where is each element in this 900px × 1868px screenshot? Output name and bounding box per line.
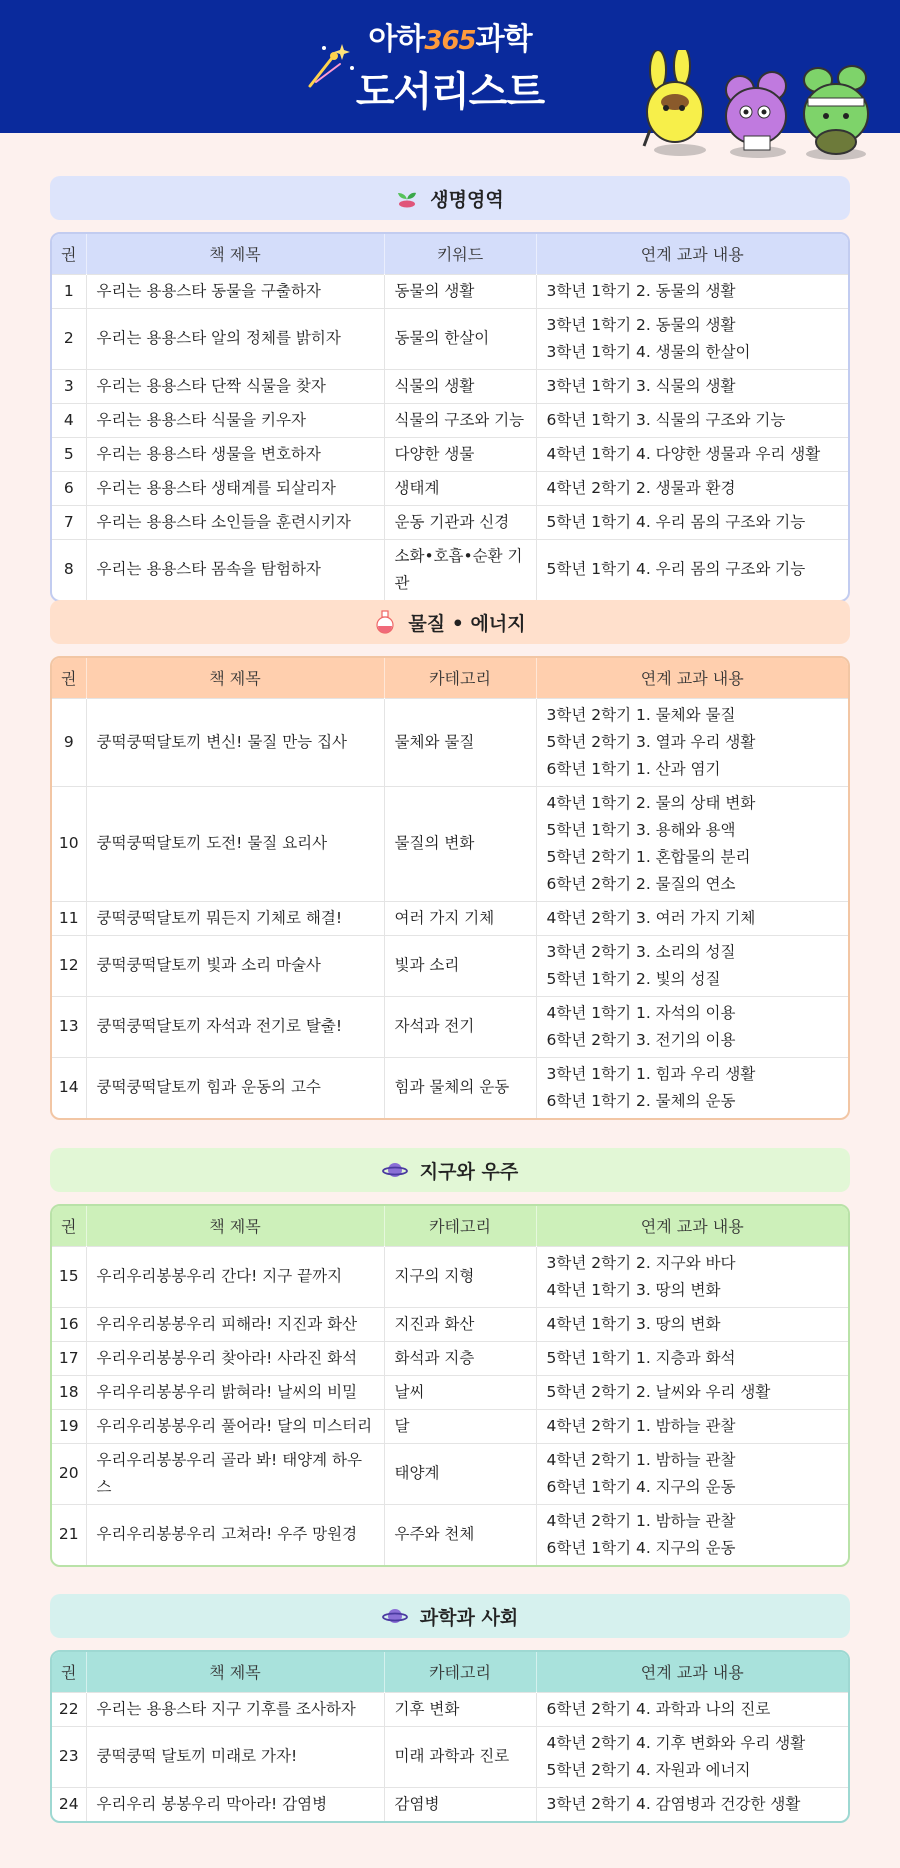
curriculum-line: 6학년 2학기 3. 전기의 이용 — [546, 1030, 736, 1049]
column-header-category: 카테고리 — [384, 658, 536, 698]
book-title: 우리우리봉봉우리 고쳐라! 우주 망원경 — [86, 1504, 384, 1565]
curriculum-line: 3학년 1학기 2. 동물의 생활 — [546, 315, 736, 334]
curriculum-cell — [536, 786, 848, 901]
curriculum-cell — [536, 505, 848, 539]
curriculum-line: 5학년 1학기 1. 지층과 화석 — [546, 1348, 736, 1367]
curriculum-cell — [536, 901, 848, 935]
column-header-volume: 권 — [52, 1652, 86, 1692]
volume-number: 12 — [52, 935, 86, 996]
curriculum-cell — [536, 1726, 848, 1787]
book-title: 우리는 용용스타 식물을 키우자 — [86, 403, 384, 437]
table-row — [52, 471, 848, 505]
curriculum-line: 4학년 2학기 1. 밤하늘 관찰 — [546, 1416, 736, 1435]
book-keyword: 빛과 소리 — [384, 935, 536, 996]
curriculum-line: 3학년 1학기 1. 힘과 우리 생활 — [546, 1064, 756, 1083]
table-row — [52, 505, 848, 539]
column-header-category: 카테고리 — [384, 1652, 536, 1692]
curriculum-line: 5학년 2학기 1. 혼합물의 분리 — [546, 847, 751, 866]
volume-number: 23 — [52, 1726, 86, 1787]
curriculum-line: 3학년 2학기 2. 지구와 바다 — [546, 1253, 736, 1272]
curriculum-line: 6학년 1학기 2. 물체의 운동 — [546, 1091, 736, 1110]
volume-number: 2 — [52, 308, 86, 369]
book-title: 쿵떡쿵떡달토끼 자석과 전기로 탈출! — [86, 996, 384, 1057]
curriculum-line: 5학년 2학기 3. 열과 우리 생활 — [546, 732, 756, 751]
curriculum-cell — [536, 1307, 848, 1341]
book-title: 우리우리봉봉우리 풀어라! 달의 미스터리 — [86, 1409, 384, 1443]
book-keyword: 생태계 — [384, 471, 536, 505]
curriculum-cell — [536, 1443, 848, 1504]
curriculum-cell — [536, 403, 848, 437]
curriculum-line: 4학년 2학기 1. 밤하늘 관찰 — [546, 1450, 736, 1469]
curriculum-line: 5학년 2학기 4. 자원과 에너지 — [546, 1760, 751, 1779]
book-title: 우리우리봉봉우리 골라 봐! 태양계 하우스 — [86, 1443, 384, 1504]
table-row — [52, 539, 848, 600]
curriculum-line: 3학년 1학기 4. 생물의 한살이 — [546, 342, 751, 361]
book-title: 우리는 용용스타 소인들을 훈련시키자 — [86, 505, 384, 539]
curriculum-line: 4학년 1학기 3. 땅의 변화 — [546, 1280, 721, 1299]
book-keyword: 날씨 — [384, 1375, 536, 1409]
table-row — [52, 1341, 848, 1375]
column-header-curriculum: 연계 교과 내용 — [536, 658, 848, 698]
curriculum-line: 4학년 2학기 3. 여러 가지 기체 — [546, 908, 756, 927]
book-keyword: 동물의 생활 — [384, 274, 536, 308]
curriculum-line: 4학년 2학기 1. 밤하늘 관찰 — [546, 1511, 736, 1530]
book-keyword: 자석과 전기 — [384, 996, 536, 1057]
section-title-bar — [50, 1148, 850, 1192]
column-header-title: 책 제목 — [86, 658, 384, 698]
curriculum-cell — [536, 437, 848, 471]
table-row — [52, 1375, 848, 1409]
curriculum-cell — [536, 1057, 848, 1118]
book-keyword: 기후 변화 — [384, 1692, 536, 1726]
column-header-title: 책 제목 — [86, 234, 384, 274]
planet-icon — [382, 1159, 408, 1181]
book-keyword: 화석과 지층 — [384, 1341, 536, 1375]
curriculum-line: 3학년 1학기 3. 식물의 생활 — [546, 376, 736, 395]
book-title: 쿵떡쿵떡달토끼 힘과 운동의 고수 — [86, 1057, 384, 1118]
column-header-volume: 권 — [52, 658, 86, 698]
curriculum-cell — [536, 1409, 848, 1443]
curriculum-cell — [536, 1375, 848, 1409]
volume-number: 4 — [52, 403, 86, 437]
column-header-curriculum: 연계 교과 내용 — [536, 1652, 848, 1692]
table-row — [52, 1057, 848, 1118]
volume-number: 18 — [52, 1375, 86, 1409]
mascot-characters-illustration — [640, 50, 880, 160]
book-title: 우리는 용용스타 생태계를 되살리자 — [86, 471, 384, 505]
curriculum-line: 4학년 1학기 3. 땅의 변화 — [546, 1314, 721, 1333]
curriculum-line: 5학년 1학기 2. 빛의 성질 — [546, 969, 721, 988]
table-row — [52, 698, 848, 786]
table-row — [52, 403, 848, 437]
curriculum-line: 3학년 1학기 2. 동물의 생활 — [546, 281, 736, 300]
curriculum-cell — [536, 1246, 848, 1307]
volume-number: 20 — [52, 1443, 86, 1504]
curriculum-line: 5학년 2학기 2. 날씨와 우리 생활 — [546, 1382, 771, 1401]
curriculum-line: 4학년 2학기 2. 생물과 환경 — [546, 478, 736, 497]
curriculum-cell — [536, 471, 848, 505]
curriculum-line: 5학년 1학기 4. 우리 몸의 구조와 기능 — [546, 512, 806, 531]
table-row — [52, 1787, 848, 1821]
curriculum-cell — [536, 274, 848, 308]
brand-number: 365 — [424, 26, 476, 56]
book-title: 우리는 용용스타 생물을 변호하자 — [86, 437, 384, 471]
book-title: 우리우리 봉봉우리 막아라! 감염병 — [86, 1787, 384, 1821]
flask-icon — [374, 610, 396, 634]
book-keyword: 동물의 한살이 — [384, 308, 536, 369]
volume-number: 14 — [52, 1057, 86, 1118]
section-title-bar — [50, 176, 850, 220]
curriculum-cell — [536, 1504, 848, 1565]
curriculum-line: 4학년 1학기 1. 자석의 이용 — [546, 1003, 736, 1022]
table-row — [52, 308, 848, 369]
book-title: 쿵떡쿵떡달토끼 도전! 물질 요리사 — [86, 786, 384, 901]
curriculum-cell — [536, 369, 848, 403]
volume-number: 21 — [52, 1504, 86, 1565]
table-row — [52, 369, 848, 403]
table-row — [52, 996, 848, 1057]
volume-number: 1 — [52, 274, 86, 308]
header-banner — [0, 0, 900, 133]
book-keyword: 소화•호흡•순환 기관 — [384, 539, 536, 600]
book-keyword: 힘과 물체의 운동 — [384, 1057, 536, 1118]
sprout-icon — [396, 187, 418, 209]
page-title: 도서리스트 — [355, 69, 545, 115]
column-header-title: 책 제목 — [86, 1652, 384, 1692]
table-row — [52, 437, 848, 471]
book-keyword: 여러 가지 기체 — [384, 901, 536, 935]
table-row — [52, 1246, 848, 1307]
curriculum-line: 5학년 1학기 3. 용해와 용액 — [546, 820, 736, 839]
column-header-volume: 권 — [52, 234, 86, 274]
curriculum-cell — [536, 1341, 848, 1375]
table-row — [52, 935, 848, 996]
volume-number: 16 — [52, 1307, 86, 1341]
book-title: 우리우리봉봉우리 밝혀라! 날씨의 비밀 — [86, 1375, 384, 1409]
curriculum-cell — [536, 308, 848, 369]
section-title: 생명영역 — [430, 188, 504, 211]
volume-number: 8 — [52, 539, 86, 600]
book-keyword: 미래 과학과 진로 — [384, 1726, 536, 1787]
book-title: 우리우리봉봉우리 간다! 지구 끝까지 — [86, 1246, 384, 1307]
book-keyword: 물질의 변화 — [384, 786, 536, 901]
book-title: 쿵떡쿵떡달토끼 변신! 물질 만능 집사 — [86, 698, 384, 786]
volume-number: 15 — [52, 1246, 86, 1307]
curriculum-line: 6학년 2학기 2. 물질의 연소 — [546, 874, 736, 893]
curriculum-line: 6학년 2학기 4. 과학과 나의 진로 — [546, 1699, 771, 1718]
book-title: 쿵떡쿵떡 달토끼 미래로 가자! — [86, 1726, 384, 1787]
table-row — [52, 1726, 848, 1787]
curriculum-line: 4학년 2학기 4. 기후 변화와 우리 생활 — [546, 1733, 806, 1752]
curriculum-line: 6학년 1학기 4. 지구의 운동 — [546, 1538, 736, 1557]
curriculum-cell — [536, 996, 848, 1057]
brand-suffix: 과학 — [475, 22, 532, 57]
section-title: 과학과 사회 — [419, 1606, 519, 1629]
book-title: 쿵떡쿵떡달토끼 뭐든지 기체로 해결! — [86, 901, 384, 935]
column-header-keyword: 키워드 — [384, 234, 536, 274]
volume-number: 3 — [52, 369, 86, 403]
curriculum-cell — [536, 539, 848, 600]
book-title: 우리는 용용스타 단짝 식물을 찾자 — [86, 369, 384, 403]
book-title: 우리우리봉봉우리 찾아라! 사라진 화석 — [86, 1341, 384, 1375]
column-header-title: 책 제목 — [86, 1206, 384, 1246]
book-keyword: 태양계 — [384, 1443, 536, 1504]
table-row — [52, 274, 848, 308]
book-keyword: 감염병 — [384, 1787, 536, 1821]
book-table — [50, 1204, 850, 1567]
column-header-volume: 권 — [52, 1206, 86, 1246]
curriculum-line: 5학년 1학기 4. 우리 몸의 구조와 기능 — [546, 560, 806, 578]
book-keyword: 식물의 생활 — [384, 369, 536, 403]
book-table — [50, 232, 850, 602]
volume-number: 11 — [52, 901, 86, 935]
column-header-curriculum: 연계 교과 내용 — [536, 234, 848, 274]
book-keyword: 식물의 구조와 기능 — [384, 403, 536, 437]
book-keyword: 지진과 화산 — [384, 1307, 536, 1341]
book-table — [50, 656, 850, 1120]
curriculum-line: 6학년 1학기 4. 지구의 운동 — [546, 1477, 736, 1496]
book-title: 우리는 용용스타 동물을 구출하자 — [86, 274, 384, 308]
curriculum-line: 4학년 1학기 4. 다양한 생물과 우리 생활 — [546, 444, 821, 463]
brand-prefix: 아하 — [368, 22, 425, 57]
curriculum-line: 6학년 1학기 3. 식물의 구조와 기능 — [546, 410, 786, 429]
volume-number: 19 — [52, 1409, 86, 1443]
curriculum-cell — [536, 698, 848, 786]
table-row — [52, 1409, 848, 1443]
curriculum-line: 3학년 2학기 1. 물체와 물질 — [546, 705, 736, 724]
section-title-bar — [50, 600, 850, 644]
book-keyword: 지구의 지형 — [384, 1246, 536, 1307]
volume-number: 7 — [52, 505, 86, 539]
curriculum-cell — [536, 1692, 848, 1726]
section-title: 지구와 우주 — [419, 1160, 519, 1183]
curriculum-line: 4학년 1학기 2. 물의 상태 변화 — [546, 793, 756, 812]
table-row — [52, 1307, 848, 1341]
volume-number: 17 — [52, 1341, 86, 1375]
column-header-category: 카테고리 — [384, 1206, 536, 1246]
curriculum-line: 3학년 2학기 4. 감염병과 건강한 생활 — [546, 1794, 801, 1813]
book-title: 쿵떡쿵떡달토끼 빛과 소리 마술사 — [86, 935, 384, 996]
volume-number: 24 — [52, 1787, 86, 1821]
volume-number: 5 — [52, 437, 86, 471]
book-keyword: 달 — [384, 1409, 536, 1443]
book-title: 우리는 용용스타 몸속을 탐험하자 — [86, 539, 384, 600]
volume-number: 10 — [52, 786, 86, 901]
section-title-bar — [50, 1594, 850, 1638]
volume-number: 9 — [52, 698, 86, 786]
curriculum-line: 3학년 2학기 3. 소리의 성질 — [546, 942, 736, 961]
curriculum-cell — [536, 935, 848, 996]
section-title: 물질 • 에너지 — [408, 612, 526, 635]
table-row — [52, 786, 848, 901]
curriculum-cell — [536, 1787, 848, 1821]
table-row — [52, 1443, 848, 1504]
table-row — [52, 1504, 848, 1565]
book-keyword: 우주와 천체 — [384, 1504, 536, 1565]
volume-number: 13 — [52, 996, 86, 1057]
column-header-curriculum: 연계 교과 내용 — [536, 1206, 848, 1246]
volume-number: 22 — [52, 1692, 86, 1726]
book-table — [50, 1650, 850, 1823]
table-row — [52, 901, 848, 935]
book-keyword: 물체와 물질 — [384, 698, 536, 786]
book-title: 우리는 용용스타 지구 기후를 조사하자 — [86, 1692, 384, 1726]
book-title: 우리는 용용스타 알의 정체를 밝히자 — [86, 308, 384, 369]
curriculum-line: 6학년 1학기 1. 산과 염기 — [546, 759, 721, 778]
table-row — [52, 1692, 848, 1726]
book-title: 우리우리봉봉우리 피해라! 지진과 화산 — [86, 1307, 384, 1341]
volume-number: 6 — [52, 471, 86, 505]
planet-icon — [382, 1605, 408, 1627]
book-keyword: 다양한 생물 — [384, 437, 536, 471]
book-keyword: 운동 기관과 신경 — [384, 505, 536, 539]
